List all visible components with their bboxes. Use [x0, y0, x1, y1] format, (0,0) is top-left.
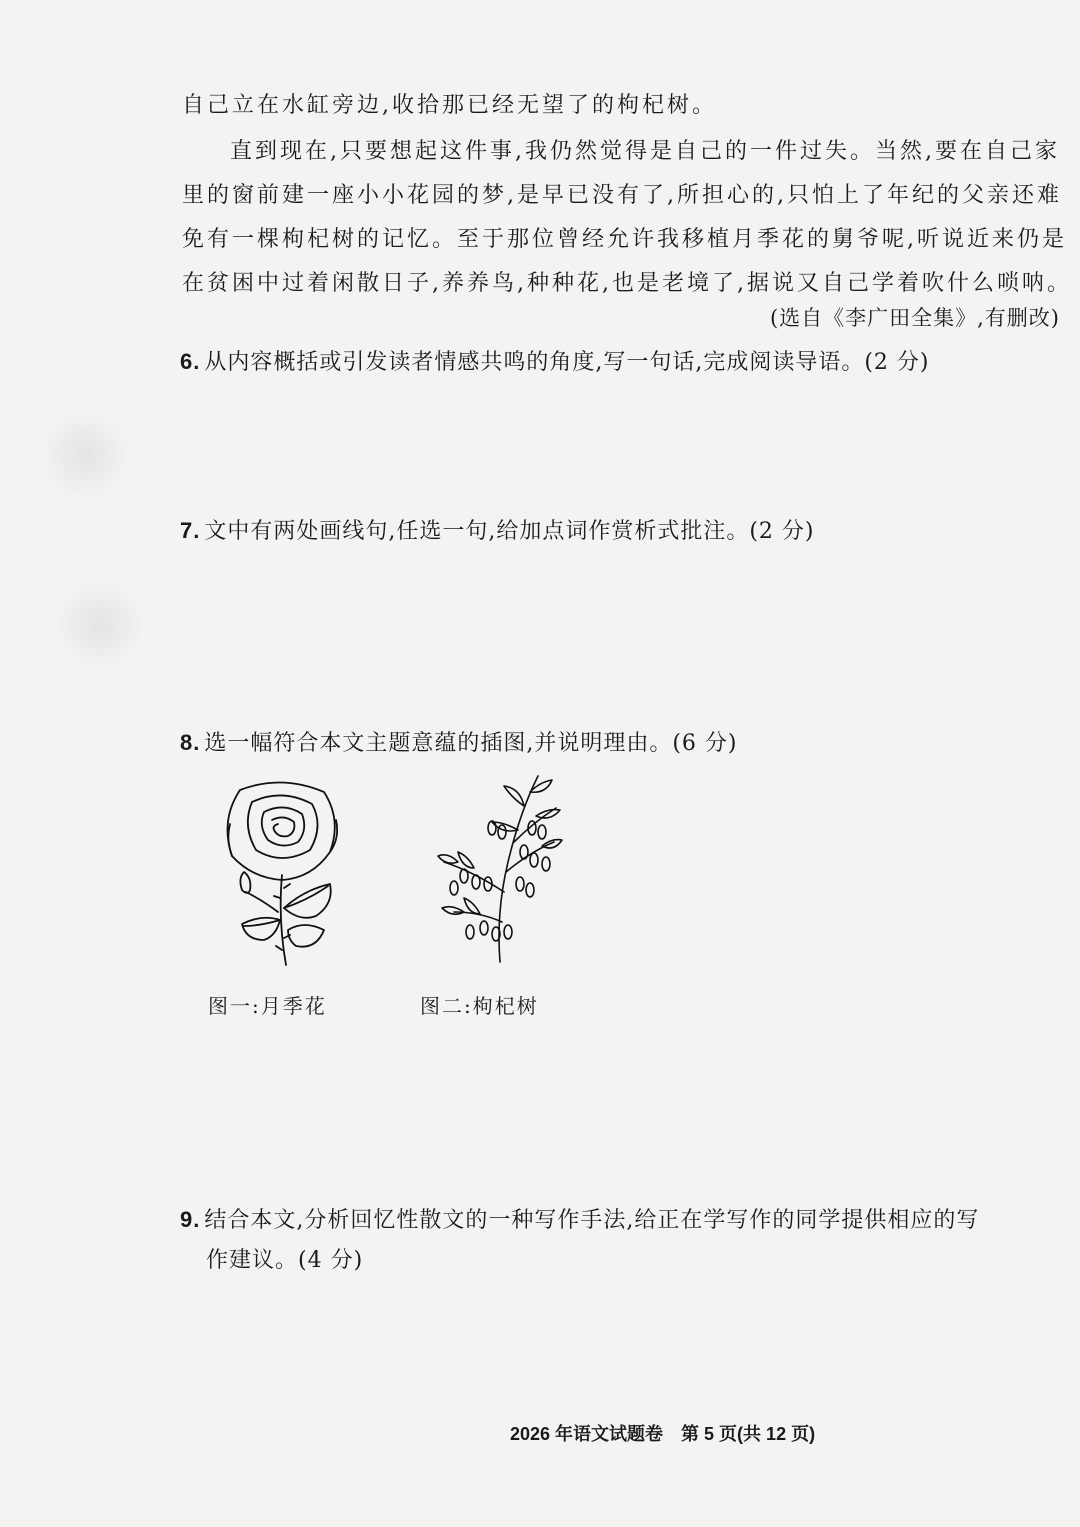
question-text: 文中有两处画线句,任选一句,给加点词作赏析式批注。(2 分) — [204, 519, 815, 544]
passage-line: 里的窗前建一座小小花园的梦,是早已没有了,所担心的,只怕上了年纪的父亲还难 — [182, 183, 1062, 208]
question-7 — [180, 514, 815, 545]
passage-line: 在贫困中过着闲散日子,养养鸟,种种花,也是老境了,据说又自己学着吹什么唢呐。 — [182, 271, 1072, 296]
scan-shadow — [40, 410, 130, 500]
page-number: 第 5 页(共 12 页) — [681, 1424, 816, 1444]
question-text: 结合本文,分析回忆性散文的一种写作手法,给正在学写作的同学提供相应的写 — [204, 1208, 980, 1233]
question-9 — [180, 1200, 979, 1281]
wolfberry-branch-illustration — [434, 772, 564, 964]
passage-line: 免有一棵枸杞树的记忆。至于那位曾经允许我移植月季花的舅爷呢,听说近来仍是 — [182, 227, 1067, 252]
question-text: 从内容概括或引发读者情感共鸣的角度,写一句话,完成阅读导语。(2 分) — [204, 350, 930, 375]
question-number: 9. — [180, 1207, 201, 1232]
question-number: 8. — [180, 730, 201, 755]
passage-line: 直到现在,只要想起这件事,我仍然觉得是自己的一件过失。当然,要在自己家 — [230, 139, 1060, 164]
figure-caption: 图一:月季花 — [208, 994, 327, 1018]
question-number: 7. — [180, 518, 201, 543]
question-6 — [180, 345, 930, 376]
page-footer — [510, 1420, 833, 1446]
question-number: 6. — [180, 349, 201, 374]
figure-caption: 图二:枸杞树 — [420, 994, 539, 1018]
passage-source: (选自《李广田全集》,有删改) — [769, 306, 1060, 330]
scan-shadow — [55, 580, 145, 670]
question-text-continued: 作建议。(4 分) — [206, 1248, 364, 1273]
rose-illustration — [212, 780, 352, 970]
question-text: 选一幅符合本文主题意蕴的插图,并说明理由。(6 分) — [204, 731, 738, 756]
exam-title: 2026 年语文试题卷 — [510, 1424, 664, 1444]
passage-line: 自己立在水缸旁边,收拾那已经无望了的枸杞树。 — [182, 93, 717, 118]
question-8 — [180, 726, 738, 757]
